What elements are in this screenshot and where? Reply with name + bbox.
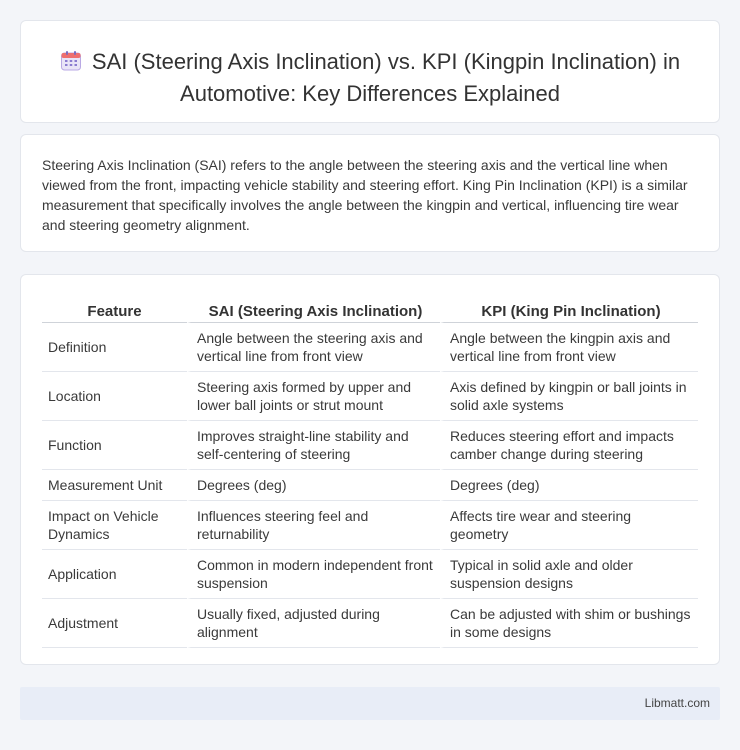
feature-cell: Measurement Unit [42,470,187,501]
sai-cell: Steering axis formed by upper and lower ball joints or strut mount [187,372,440,421]
table-row [42,323,698,372]
sai-cell: Influences steering feel and returnability [187,501,440,550]
intro-card [20,134,720,252]
kpi-cell: Can be adjusted with shim or bushings in some designs [440,599,698,648]
comparison-card [20,274,720,665]
header-kpi: KPI (King Pin Inclination) [440,297,698,323]
kpi-cell: Degrees (deg) [440,470,698,501]
kpi-cell: Axis defined by kingpin or ball joints in solid axle systems [440,372,698,421]
comparison-table [42,297,698,648]
table-row [42,599,698,648]
feature-cell: Function [42,421,187,470]
kpi-cell: Typical in solid axle and older suspension designs [440,550,698,599]
feature-cell: Impact on Vehicle Dynamics [42,501,187,550]
table-header-row [42,297,698,323]
table-row [42,550,698,599]
title-card [20,20,720,123]
calendar-icon [60,50,82,79]
feature-cell: Definition [42,323,187,372]
sai-cell: Usually fixed, adjusted during alignment [187,599,440,648]
kpi-cell: Affects tire wear and steering geometry [440,501,698,550]
header-feature: Feature [42,297,187,323]
table-row [42,501,698,550]
footer-brand[interactable]: Libmatt.com [644,696,710,710]
footer [20,687,720,720]
kpi-cell: Reduces steering effort and impacts camber change during steering [440,421,698,470]
intro-paragraph: Steering Axis Inclination (SAI) refers to the angle between the steering axis and the vertical line when viewed from the front, impacting vehicle stability and steering effort. King Pin Inclination (KPI) is a similar measurement that specifically involves the angle between the kingpin and vertical, influencing tire wear and steering geometry alignment. [42,157,688,233]
sai-cell: Angle between the steering axis and vertical line from front view [187,323,440,372]
sai-cell: Common in modern independent front suspension [187,550,440,599]
page-title-text: SAI (Steering Axis Inclination) vs. KPI (Kingpin Inclination) in Automotive: Key Differences Explained [91,49,681,106]
header-sai: SAI (Steering Axis Inclination) [187,297,440,323]
page-title [51,47,689,108]
sai-cell: Improves straight-line stability and self-centering of steering [187,421,440,470]
table-row [42,421,698,470]
table-row [42,470,698,501]
feature-cell: Adjustment [42,599,187,648]
kpi-cell: Angle between the kingpin axis and vertical line from front view [440,323,698,372]
feature-cell: Location [42,372,187,421]
sai-cell: Degrees (deg) [187,470,440,501]
feature-cell: Application [42,550,187,599]
table-row [42,372,698,421]
